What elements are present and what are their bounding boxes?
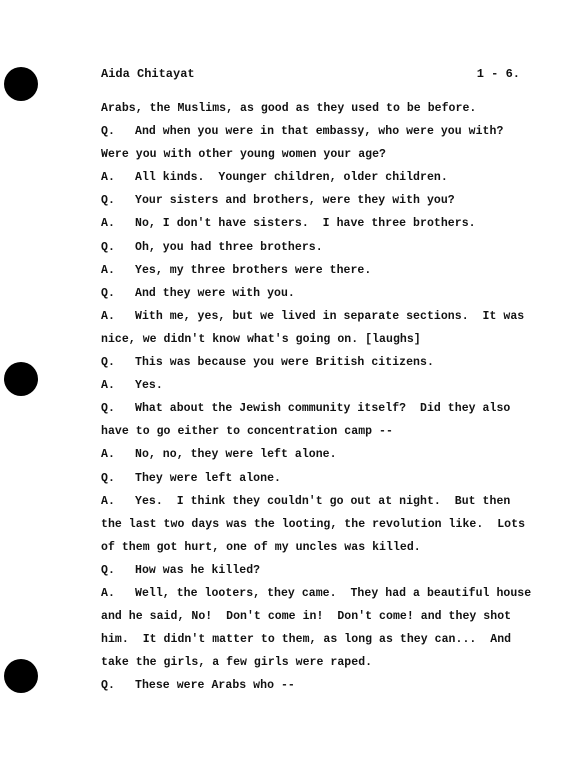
transcript-line [101, 582, 531, 605]
speaker-label: Q. [101, 194, 115, 208]
speaker-label: A. [101, 309, 115, 323]
line-text: No, I don't have sisters. I have three brothers. [135, 217, 476, 231]
line-text: take the girls, a few girls were raped. [101, 656, 373, 670]
speaker-label: Q. [101, 679, 115, 693]
line-text: All kinds. Younger children, older children. [135, 171, 448, 185]
line-text: Well, the looters, they came. They had a beautiful house [135, 586, 532, 600]
speaker-label: A. [101, 448, 115, 462]
speaker-label: Q. [101, 402, 115, 416]
binder-hole [4, 659, 38, 693]
transcript-line [101, 374, 531, 397]
transcript-line [101, 351, 531, 374]
transcript-line [101, 628, 531, 651]
transcript-line [101, 605, 531, 628]
transcript-line [101, 420, 531, 443]
transcript-line [101, 166, 531, 189]
speaker-label: A. [101, 586, 115, 600]
speaker-label: Q. [101, 471, 115, 485]
line-text: Were you with other young women your age? [101, 148, 386, 162]
line-text: the last two days was the looting, the revolution like. Lots [101, 517, 526, 531]
line-text: And they were with you. [135, 286, 295, 300]
transcript-line [101, 282, 531, 305]
transcript-line [101, 143, 531, 166]
line-text: How was he killed? [135, 563, 261, 577]
line-text: have to go either to concentration camp -- [101, 425, 393, 439]
binder-hole [4, 67, 38, 101]
line-text: They were left alone. [135, 471, 281, 485]
speaker-label: A. [101, 171, 115, 185]
line-text: These were Arabs who -- [135, 679, 295, 693]
speaker-label: Q. [101, 240, 115, 254]
transcript-line [101, 513, 531, 536]
speaker-label: A. [101, 263, 115, 277]
transcript-line [101, 443, 531, 466]
speaker-label: A. [101, 494, 115, 508]
speaker-label: Q. [101, 286, 115, 300]
line-text: Yes. I think they couldn't go out at night. But then [135, 494, 511, 508]
transcript-line [101, 651, 531, 674]
line-text: With me, yes, but we lived in separate sections. It was [135, 309, 525, 323]
line-text: Oh, you had three brothers. [135, 240, 323, 254]
transcript-line [101, 559, 531, 582]
line-text: Yes. [135, 379, 163, 393]
transcript-line [101, 212, 531, 235]
transcript-line [101, 397, 531, 420]
speaker-label: Q. [101, 563, 115, 577]
transcript-line [101, 259, 531, 282]
transcript-line [101, 536, 531, 559]
transcript-line [101, 97, 531, 120]
speaker-label: A. [101, 379, 115, 393]
transcript-line [101, 674, 531, 697]
transcript-line [101, 120, 531, 143]
speaker-label: Q. [101, 356, 115, 370]
line-text: Yes, my three brothers were there. [135, 263, 372, 277]
line-text: And when you were in that embassy, who were you with? [135, 125, 504, 139]
line-text: Arabs, the Muslims, as good as they used to be before. [101, 102, 477, 115]
interviewee-name: Aida Chitayat [101, 67, 195, 81]
line-text: Your sisters and brothers, were they with you? [135, 194, 455, 208]
binder-hole [4, 362, 38, 396]
speaker-label: Q. [101, 125, 115, 139]
line-text: and he said, No! Don't come in! Don't come! and they shot [101, 610, 512, 624]
line-text: nice, we didn't know what's going on. [laughs] [101, 332, 421, 346]
transcript-body [101, 97, 531, 697]
speaker-label: A. [101, 217, 115, 231]
transcript-line [101, 236, 531, 259]
transcript-line [101, 189, 531, 212]
line-text: him. It didn't matter to them, as long as they can... And [101, 633, 512, 647]
transcript-line [101, 467, 531, 490]
line-text: This was because you were British citizens. [135, 356, 434, 370]
transcript-line [101, 490, 531, 513]
line-text: What about the Jewish community itself? Did they also [135, 402, 511, 416]
page-number: 1 - 6. [476, 67, 520, 81]
line-text: No, no, they were left alone. [135, 448, 337, 462]
line-text: of them got hurt, one of my uncles was killed. [101, 540, 421, 554]
transcript-line [101, 328, 531, 351]
transcript-line [101, 305, 531, 328]
